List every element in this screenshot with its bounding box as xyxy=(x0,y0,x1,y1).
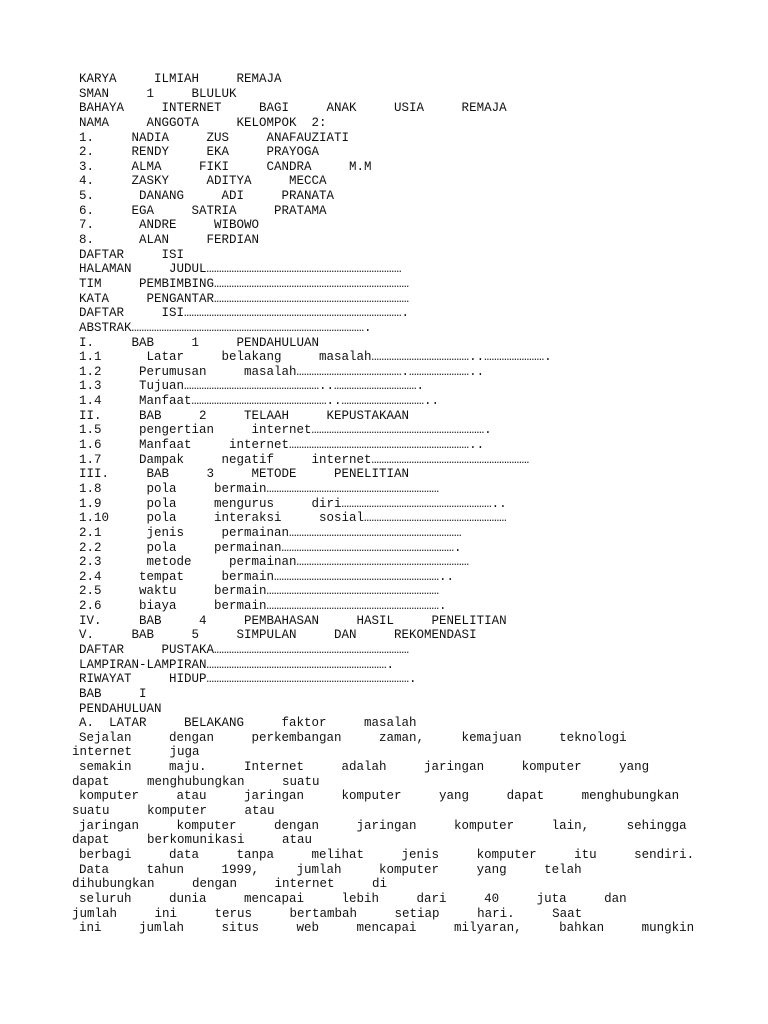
text-line: 2.4 tempat bermain………………………………………………………….. xyxy=(79,569,455,584)
text-line: 2.2 pola permainan……………………………………………………………. xyxy=(79,540,462,555)
text-line: DAFTAR ISI xyxy=(79,247,185,262)
text-line: dapat berkomunikasi atau xyxy=(72,833,313,848)
text-line: 7. ANDRE WIBOWO xyxy=(79,218,260,233)
text-line: internet juga xyxy=(72,745,200,760)
text-line: 1.10 pola interaksi sosial………………………………………………… xyxy=(79,511,507,526)
text-line: SMAN 1 BLULUK xyxy=(79,86,237,101)
text-line: 2.6 biaya bermain……………………………………………………………. xyxy=(79,599,447,614)
text-line: DAFTAR ISI……………………………………………………………………………. xyxy=(79,306,410,321)
text-line: KARYA ILMIAH REMAJA xyxy=(79,72,282,86)
text-line: semakin maju. Internet adalah jaringan komputer yang xyxy=(79,760,650,775)
text-line: seluruh dunia mencapai lebih dari 40 juta dan xyxy=(79,891,627,906)
text-line: 2.5 waktu bermain…………………………………………………………… xyxy=(79,584,440,599)
text-line: 1.7 Dampak negatif internet……………………………………………………… xyxy=(79,452,530,467)
text-line: 1.5 pengertian internet……………………………………………………………. xyxy=(79,423,492,438)
text-line: 2.3 metode permainan…………………………………………………………… xyxy=(79,555,470,570)
text-line: I. BAB 1 PENDAHULUAN xyxy=(79,335,320,350)
text-line: 1.1 Latar belakang masalah…………………………………..……………………. xyxy=(79,350,552,365)
text-line: V. BAB 5 SIMPULAN DAN REKOMENDASI xyxy=(79,628,477,643)
text-line: 8. ALAN FERDIAN xyxy=(79,233,260,248)
text-line: 1.6 Manfaat internet……………………………………………………………….. xyxy=(79,438,485,453)
text-line: 3. ALMA FIKI CANDRA M.M xyxy=(79,159,372,174)
text-line: suatu komputer atau xyxy=(72,804,275,819)
text-line: KATA PENGANTAR…………………………………………………………………… xyxy=(79,291,410,306)
text-line: DAFTAR PUSTAKA…………………………………………………………………… xyxy=(79,642,410,657)
text-line: BAB I xyxy=(79,686,147,701)
text-line: ABSTRAK…………………………………………………………………………………. xyxy=(79,320,372,335)
text-line: II. BAB 2 TELAAH KEPUSTAKAAN xyxy=(79,408,410,423)
text-line: 6. EGA SATRIA PRATAMA xyxy=(79,203,327,218)
text-line: A. LATAR BELAKANG faktor masalah xyxy=(79,716,417,731)
text-line: dihubungkan dengan internet di xyxy=(72,877,388,892)
text-line: jaringan komputer dengan jaringan komputer lain, sehingga xyxy=(79,818,687,833)
text-line: 1.4 Manfaat………………………………………………..…………………………….. xyxy=(79,394,440,409)
text-line: 1.8 pola bermain…………………………………………………………… xyxy=(79,481,440,496)
text-line: jumlah ini terus bertambah setiap hari. Saat xyxy=(72,906,583,921)
text-line: 1.2 Perumusan masalah…………………………………….…………………….. xyxy=(79,364,485,379)
text-line: BAHAYA INTERNET BAGI ANAK USIA REMAJA xyxy=(79,101,507,116)
text-line: 1.9 pola mengurus diri…………………………………………………….. xyxy=(79,496,507,511)
text-line: 2.1 jenis permainan…………………………………………………………… xyxy=(79,525,462,540)
text-line: berbagi data tanpa melihat jenis komputer itu sendiri. xyxy=(79,847,695,862)
text-line: TIM PEMBIMBING…………………………………………………………………… xyxy=(79,276,410,291)
text-line: 1.3 Tujuan………………………………………………..……………………………. xyxy=(79,379,425,394)
text-line: ini jumlah situs web mencapai milyaran, bahkan mungkin xyxy=(79,921,695,936)
text-line: Sejalan dengan perkembangan zaman, kemajuan teknologi xyxy=(79,730,627,745)
text-line: dapat menghubungkan suatu xyxy=(72,774,320,789)
text-line: 5. DANANG ADI PRANATA xyxy=(79,189,335,204)
text-line: LAMPIRAN-LAMPIRAN………………………………………………………………. xyxy=(79,657,395,672)
text-line: PENDAHULUAN xyxy=(79,701,162,716)
text-line: RIWAYAT HIDUP………………………………………………………………………. xyxy=(79,672,417,687)
text-line: III. BAB 3 METODE PENELITIAN xyxy=(79,467,410,482)
text-line: IV. BAB 4 PEMBAHASAN HASIL PENELITIAN xyxy=(79,613,507,628)
text-line: 2. RENDY EKA PRAYOGA xyxy=(79,145,320,160)
text-line: 4. ZASKY ADITYA MECCA xyxy=(79,174,327,189)
text-line: komputer atau jaringan komputer yang dapat menghubungkan xyxy=(79,789,680,804)
text-line: Data tahun 1999, jumlah komputer yang telah xyxy=(79,862,582,877)
text-line: NAMA ANGGOTA KELOMPOK 2: xyxy=(79,115,327,130)
text-line: 1. NADIA ZUS ANAFAUZIATI xyxy=(79,130,350,145)
text-line: HALAMAN JUDUL…………………………………………………………………… xyxy=(79,262,402,277)
